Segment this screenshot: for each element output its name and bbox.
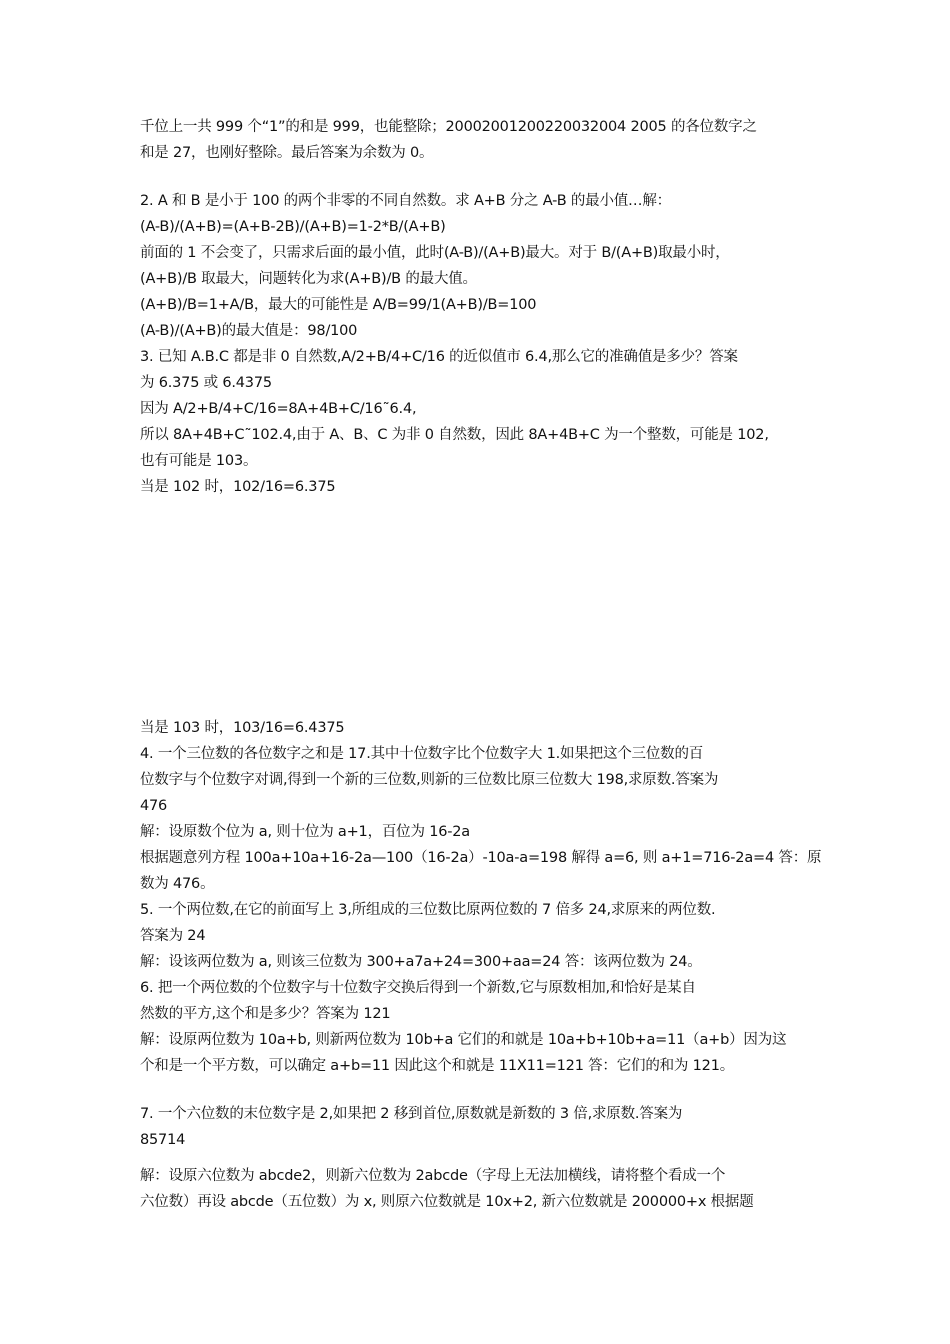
text-line: 然数的平方,这个和是多少？答案为 121: [140, 1006, 391, 1022]
text-line: 当是 102 时，102/16=6.375: [140, 479, 336, 495]
text-line: 2. A 和 B 是小于 100 的两个非零的不同自然数。求 A+B 分之 A-B 的最小值…解：: [140, 193, 671, 209]
text-line: 也有可能是 103。: [140, 453, 258, 469]
text-line: 数为 476。: [140, 876, 215, 892]
text-line: 85714: [140, 1132, 186, 1148]
text-line: 个和是一个平方数，可以确定 a+b=11 因此这个和就是 11X11=121 答：它们的和为 121。: [140, 1058, 735, 1074]
text-line: 解：设该两位数为 a, 则该三位数为 300+a7a+24=300+aa=24 答：该两位数为 24。: [140, 954, 702, 970]
text-line: 六位数）再设 abcde（五位数）为 x, 则原六位数就是 10x+2, 新六位数就是 200000+x 根据题: [140, 1194, 754, 1210]
text-line: 根据题意列方程 100a+10a+16-2a—100（16-2a）-10a-a=198 解得 a=6, 则 a+1=716-2a=4 答：原: [140, 850, 822, 866]
text-line: 当是 103 时，103/16=6.4375: [140, 720, 345, 736]
text-line: 解：设原六位数为 abcde2，则新六位数为 2abcde（字母上无法加横线，请将整个看成一个: [140, 1168, 726, 1184]
text-line: (A+B)/B 取最大，问题转化为求(A+B)/B 的最大值。: [140, 271, 477, 287]
text-line: 和是 27，也刚好整除。最后答案为余数为 0。: [140, 145, 434, 161]
text-line: (A-B)/(A+B)=(A+B-2B)/(A+B)=1-2*B/(A+B): [140, 219, 446, 235]
text-line: 因为 A/2+B/4+C/16=8A+4B+C/16˜6.4,: [140, 401, 417, 417]
text-line: 3. 已知 A.B.C 都是非 0 自然数,A/2+B/4+C/16 的近似值市 6.4,那么它的准确值是多少？答案: [140, 349, 738, 365]
text-line: 位数字与个位数字对调,得到一个新的三位数,则新的三位数比原三位数大 198,求原数.答案为: [140, 772, 719, 788]
text-line: 答案为 24: [140, 928, 206, 944]
text-line: 5. 一个两位数,在它的前面写上 3,所组成的三位数比原两位数的 7 倍多 24,求原来的两位数.: [140, 902, 716, 918]
text-line: 6. 把一个两位数的个位数字与十位数字交换后得到一个新数,它与原数相加,和恰好是某自: [140, 980, 696, 996]
text-line: (A-B)/(A+B)的最大值是：98/100: [140, 323, 358, 339]
text-line: 476: [140, 798, 168, 814]
text-line: 为 6.375 或 6.4375: [140, 375, 272, 391]
text-line: 4. 一个三位数的各位数字之和是 17.其中十位数字比个位数字大 1.如果把这个三位数的百: [140, 746, 704, 762]
text-line: (A+B)/B=1+A/B，最大的可能性是 A/B=99/1(A+B)/B=100: [140, 297, 537, 313]
text-line: 前面的 1 不会变了，只需求后面的最小值，此时(A-B)/(A+B)最大。对于 B/(A+B)取最小时，: [140, 245, 730, 261]
text-line: 解：设原数个位为 a, 则十位为 a+1，百位为 16-2a: [140, 824, 470, 840]
text-line: 7. 一个六位数的末位数字是 2,如果把 2 移到首位,原数就是新数的 3 倍,求原数.答案为: [140, 1106, 683, 1122]
text-line: 所以 8A+4B+C˜102.4,由于 A、B、C 为非 0 自然数，因此 8A+4B+C 为一个整数，可能是 102,: [140, 427, 769, 443]
text-line: 千位上一共 999 个“1”的和是 999，也能整除；20002001200220032004 2005 的各位数字之: [140, 119, 757, 135]
text-line: 解：设原两位数为 10a+b, 则新两位数为 10b+a 它们的和就是 10a+b+10b+a=11（a+b）因为这: [140, 1032, 787, 1048]
